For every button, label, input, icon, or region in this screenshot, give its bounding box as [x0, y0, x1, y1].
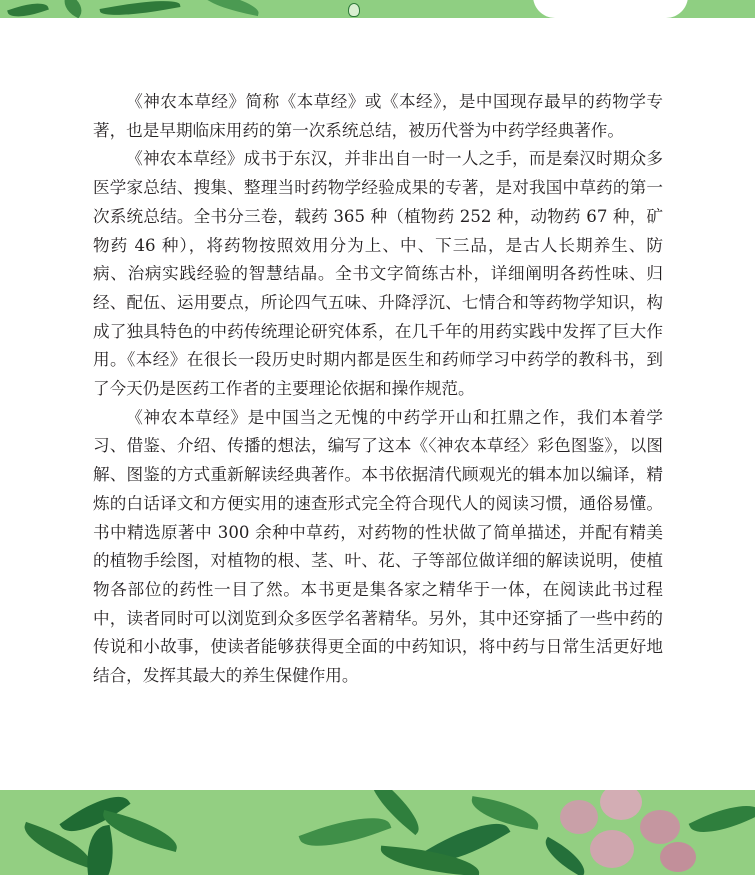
leaf-illustration [689, 794, 755, 844]
leaf-illustration [100, 0, 181, 18]
paragraph-1: 《神农本草经》简称《本草经》或《本经》，是中国现存最早的药物学专著，也是早期临床用药的第一次系统总结，被历代誉为中药学经典著作。 [93, 92, 663, 140]
bottom-botanical-banner [0, 790, 755, 875]
leaf-illustration [59, 0, 86, 18]
leaf-illustration [299, 805, 392, 858]
leaf-illustration [199, 0, 261, 16]
preface-body [93, 88, 663, 691]
flower-illustration [600, 790, 642, 820]
flower-illustration [660, 842, 696, 872]
flower-illustration [560, 800, 598, 834]
top-botanical-banner [0, 0, 755, 18]
leaf-illustration [539, 837, 591, 875]
leaf-illustration [7, 0, 49, 18]
leaf-illustration [80, 825, 120, 875]
flower-bud-illustration [348, 3, 360, 17]
header-white-tab [533, 0, 688, 18]
paragraph-2: 《神农本草经》成书于东汉，并非出自一时一人之手，而是秦汉时期众多医学家总结、搜集、整理当时药物学经验成果的专著，是对我国中草药的第一次系统总结。全书分三卷，载药 365 种（植物药 252 种，动物药 67 种，矿物药 46 种），将药物按照效用分为上、中、下三品，是古人长期养生、防病、治病实践经验的智慧结晶。全书文字简练古朴，详细阐明各药性味、归经、配伍、运用要点，所论四气五味、升降浮沉、七情合和等药物学知识，构成了独具特色的中药传统理论研究体系，在几千年的用药实践中发挥了巨大作用。《本经》在很长一段历史时期内都是医生和药师学习中药学的教科书，到了今天仍是医药工作者的主要理论依据和操作规范。 [93, 149, 663, 399]
paragraph-3: 《神农本草经》是中国当之无愧的中药学开山和扛鼎之作，我们本着学习、借鉴、介绍、传播的想法，编写了这本《〈神农本草经〉彩色图鉴》，以图解、图鉴的方式重新解读经典著作。本书依据清代顾观光的辑本加以编译，精炼的白话译文和方便实用的速查形式完全符合现代人的阅读习惯，通俗易懂。书中精选原著中 300 余种中草药，对药物的性状做了简单描述，并配有精美的植物手绘图，对植物的根、茎、叶、花、子等部位做详细的解读说明，使植物各部位的药性一目了然。本书更是集各家之精华于一体，在阅读此书过程中，读者同时可以浏览到众多医学名著精华。另外，其中还穿插了一些中药的传说和小故事，使读者能够获得更全面的中药知识，将中药与日常生活更好地结合，发挥其最大的养生保健作用。 [93, 407, 663, 686]
flower-illustration [640, 810, 680, 844]
flower-illustration [590, 830, 634, 868]
